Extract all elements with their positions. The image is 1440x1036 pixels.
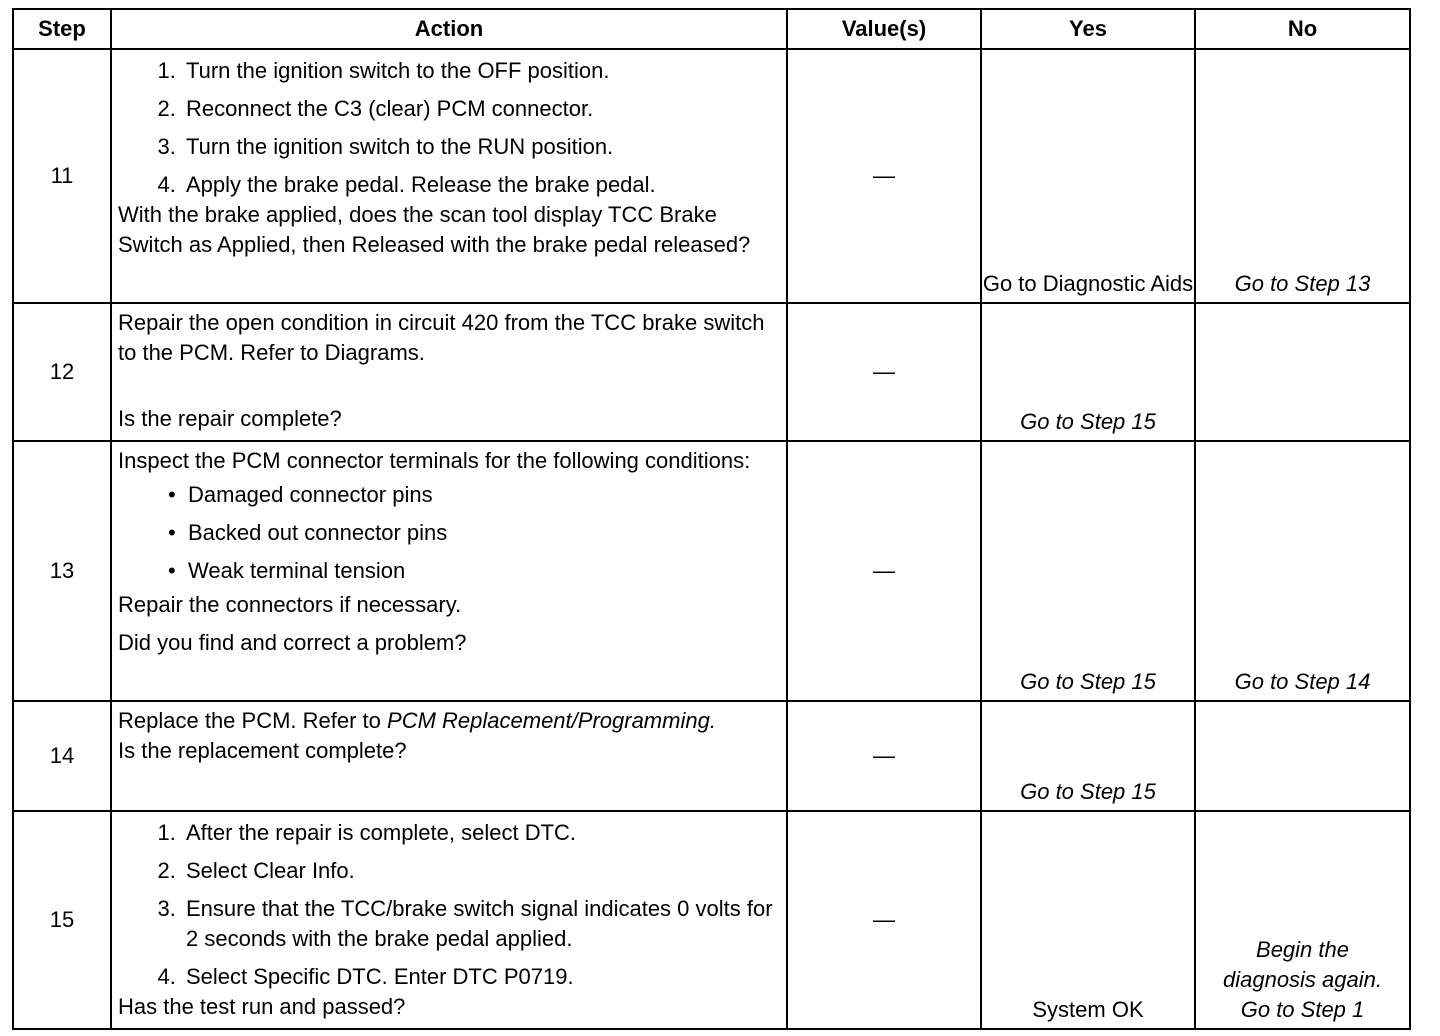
no-cell: Go to Step 14 — [1195, 441, 1410, 701]
step-number: 15 — [13, 811, 111, 1029]
action-text — [118, 706, 780, 736]
header-no: No — [1195, 9, 1410, 49]
header-step: Step — [13, 9, 111, 49]
list-item: • Damaged connector pins — [188, 480, 780, 510]
spacer — [118, 368, 780, 404]
no-cell — [1195, 303, 1410, 441]
numbered-steps — [118, 56, 780, 200]
value-cell: — — [787, 303, 981, 441]
condition-list — [118, 480, 780, 586]
yes-cell: Go to Step 15 — [981, 303, 1195, 441]
action-question: Is the repair complete? — [118, 406, 342, 431]
value-cell: — — [787, 811, 981, 1029]
action-note: Repair the connectors if necessary. — [118, 592, 462, 617]
header-values: Value(s) — [787, 9, 981, 49]
step-number: 11 — [13, 49, 111, 303]
reference-link: PCM Replacement/Programming — [387, 708, 710, 733]
action-text-lead: Replace the PCM. Refer to — [118, 708, 381, 733]
action-cell — [111, 701, 787, 811]
action-cell — [111, 49, 787, 303]
action-question: Is the replacement complete? — [118, 738, 407, 763]
action-question: With the brake applied, does the scan tool display TCC Brake Switch as Applied, then Released with the brake pedal released? — [118, 202, 751, 257]
list-item: 3. Turn the ignition switch to the RUN position. — [182, 132, 780, 162]
value-cell: — — [787, 441, 981, 701]
no-cell: Go to Step 13 — [1195, 49, 1410, 303]
yes-cell: Go to Step 15 — [981, 701, 1195, 811]
list-item: 2. Reconnect the C3 (clear) PCM connector. — [182, 94, 780, 124]
value-cell: — — [787, 49, 981, 303]
step-number: 12 — [13, 303, 111, 441]
header-yes: Yes — [981, 9, 1195, 49]
action-cell — [111, 441, 787, 701]
list-item: 4. Apply the brake pedal. Release the brake pedal. — [182, 170, 780, 200]
list-item: 1. After the repair is complete, select DTC. — [182, 818, 780, 848]
yes-cell: Go to Diagnostic Aids — [981, 49, 1195, 303]
no-cell: Begin the diagnosis again. Go to Step 1 — [1195, 811, 1410, 1029]
yes-cell: Go to Step 15 — [981, 441, 1195, 701]
action-text: Inspect the PCM connector terminals for the following conditions: — [118, 448, 751, 473]
list-item: • Backed out connector pins — [188, 518, 780, 548]
list-item: 3. Ensure that the TCC/brake switch signal indicates 0 volts for 2 seconds with the brake pedal applied. — [182, 894, 780, 954]
diagnostic-table — [12, 8, 1411, 1030]
action-cell — [111, 303, 787, 441]
table-row — [13, 303, 1410, 441]
table-row — [13, 441, 1410, 701]
action-text: Repair the open condition in circuit 420 from the TCC brake switch to the PCM. Refer to Diagrams. — [118, 310, 765, 365]
value-cell: — — [787, 701, 981, 811]
action-cell — [111, 811, 787, 1029]
header-row — [13, 9, 1410, 49]
header-action: Action — [111, 9, 787, 49]
table-row — [13, 811, 1410, 1029]
list-item: 4. Select Specific DTC. Enter DTC P0719. — [182, 962, 780, 992]
action-question: Has the test run and passed? — [118, 994, 406, 1019]
step-number: 13 — [13, 441, 111, 701]
list-item: 2. Select Clear Info. — [182, 856, 780, 886]
reference-end: . — [709, 708, 716, 733]
numbered-steps — [118, 818, 780, 992]
table-row — [13, 49, 1410, 303]
no-cell — [1195, 701, 1410, 811]
action-question: Did you find and correct a problem? — [118, 630, 467, 655]
list-item: 1. Turn the ignition switch to the OFF position. — [182, 56, 780, 86]
step-number: 14 — [13, 701, 111, 811]
yes-cell: System OK — [981, 811, 1195, 1029]
table-row — [13, 701, 1410, 811]
list-item: • Weak terminal tension — [188, 556, 780, 586]
